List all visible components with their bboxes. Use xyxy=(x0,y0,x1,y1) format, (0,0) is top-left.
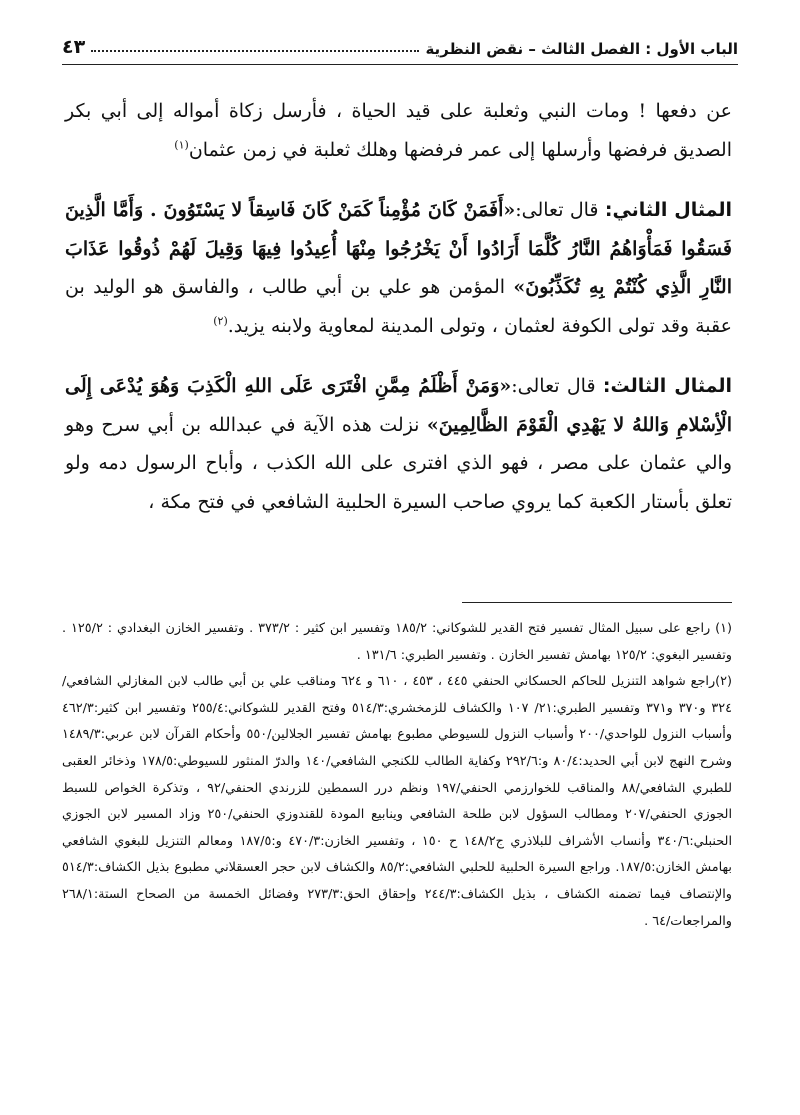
footnote-ref-1: (١) xyxy=(174,138,189,152)
page-header xyxy=(62,34,738,58)
example-3-label: المثال الثالث: xyxy=(602,375,732,397)
example-2-intro: قال تعالى: xyxy=(515,199,605,221)
running-head: الباب الأول : الفصل الثالث – نقض النظرية xyxy=(425,40,738,58)
footnote-1: (١) راجع على سبيل المثال تفسير فتح القدير للشوكاني: ١٨٥/٢ وتفسير ابن كثير : ٣٧٣/٢ . وتفسير الخازن البغدادي : ١٢٥/٢ . وتفسير البغوي: ١٢٥/٢ بهامش تفسير الخازن . وتفسير الطبري: ١٣١/٦ . xyxy=(62,621,732,663)
page-number: ٤٣ xyxy=(62,36,86,58)
main-text xyxy=(65,92,732,521)
footnotes xyxy=(62,616,732,935)
example-3-intro: قال تعالى: xyxy=(511,375,603,397)
paragraph-3 xyxy=(65,367,732,521)
example-2-quran-verse: «أَفَمَنْ كَانَ مُؤْمِناً كَمَنْ كَانَ فَاسِقاً لا يَسْتَوُونَ . وَأَمَّا الَّذِينَ فَسَقُوا فَمَأْوَاهُمُ النَّارُ كُلَّمَا أَرَادُوا أَنْ يَخْرُجُوا مِنْهَا أُعِيدُوا فِيهَا وَقِيلَ لَهُمْ ذُوقُوا عَذَابَ النَّارِ الَّذِي كُنْتُمْ بِهِ تُكَذِّبُونَ» xyxy=(65,199,732,298)
paragraph-1 xyxy=(65,92,732,169)
leader-dots xyxy=(91,50,419,52)
header-rule xyxy=(62,64,738,65)
footnote-separator xyxy=(462,602,732,603)
paragraph-2 xyxy=(65,191,732,345)
example-3-commentary: نزلت هذه الآية في عبدالله بن أبي سرح وهو والي عثمان على مصر ، فهو الذي افترى على الله الكذب ، وأباح الرسول دمه ولو تعلق بأستار الكعبة كما يروي صاحب السيرة الحلبية الشافعي في فتح مكة ، xyxy=(65,413,732,513)
footnote-2: (٢)راجع شواهد التنزيل للحاكم الحسكاني الحنفي ٤٤٥ ، ٤٥٣ ، ٦١٠ و ٦٢٤ ومناقب علي بن أبي طالب لابن المغازلي الشافعي/٣٢٤ و٣٧٠ و٣٧١ وتفسير الطبري:٢١/ ١٠٧ والكشاف للزمخشري:٥١٤/٣ وفتح القدير للشوكاني:٢٥٥/٤ وتفسير ابن كثير:٤٦٢/٣ وأسباب النزول للواحدي/٢٠٠ وأسباب النزول للسيوطي مطبوع بهامش تفسير الجلالين/٥٥٠ وأحكام القرآن لابن عربي:١٤٨٩/٣ وشرح النهج لابن أبي الحديد:٨٠/٤ و:٢٩٢/٦ وكفاية الطالب للكنجي الشافعي/١٤٠ والدرّ المنثور للسيوطي:١٧٨/٥ وذخائر العقبى للطبري الشافعي/٨٨ والمناقب للخوارزمي الحنفي/١٩٧ ونظم درر السمطين للزرندي الحنفي/٩٢ ، وتذكرة الخواص للسبط الجوزي الحنفي/٢٠٧ ومطالب السؤول لابن طلحة الشافعي وينابيع المودة للقندوزي الحنفي/٢٥٠ وزاد المسير لابن الجوزي الحنبلي:٣٤٠/٦ وأنساب الأشراف للبلاذري ج١٤٨/٢ ح ١٥٠ ، وتفسير الخازن:٤٧٠/٣ و:١٨٧/٥ ومعالم التنزيل للبغوي الشافعي بهامش الخازن:١٨٧/٥. وراجع السيرة الحلبية للحلبي الشافعي:٨٥/٢ والكشاف لابن حجر العسقلاني مطبوع بذيل الكشاف:٥١٤/٣ والإنتصاف فيما تضمنه الكشاف ، بذيل الكشاف:٢٤٤/٣ وإحقاق الحق:٢٧٣/٣ وفضائل الخمسة من الصحاح الستة:٢٦٨/١ والمراجعات/٦٤ . xyxy=(62,674,733,929)
example-3-quran-verse: «وَمَنْ أَظْلَمُ مِمَّنِ افْتَرَى عَلَى اللهِ الْكَذِبَ وَهُوَ يُدْعَى إِلَى الْأِسْلامِ وَاللهُ لا يَهْدِي الْقَوْمَ الظَّالِمِينَ» xyxy=(65,375,733,436)
paragraph-1-text: عن دفعها ! ومات النبي وثعلبة على قيد الحياة ، فأرسل زكاة أمواله إلى أبي بكر الصديق فرفضها وأرسلها إلى عمر فرفضها وهلك ثعلبة في زمن عثمان xyxy=(65,100,732,161)
footnote-ref-2: (٢) xyxy=(213,314,228,328)
example-2-label: المثال الثاني: xyxy=(604,199,732,221)
example-2-commentary: المؤمن هو علي بن أبي طالب ، والفاسق هو الوليد بن عقبة وقد تولى الكوفة لعثمان ، وتولى المدينة لمعاوية ولابنه يزيد. xyxy=(65,276,732,337)
